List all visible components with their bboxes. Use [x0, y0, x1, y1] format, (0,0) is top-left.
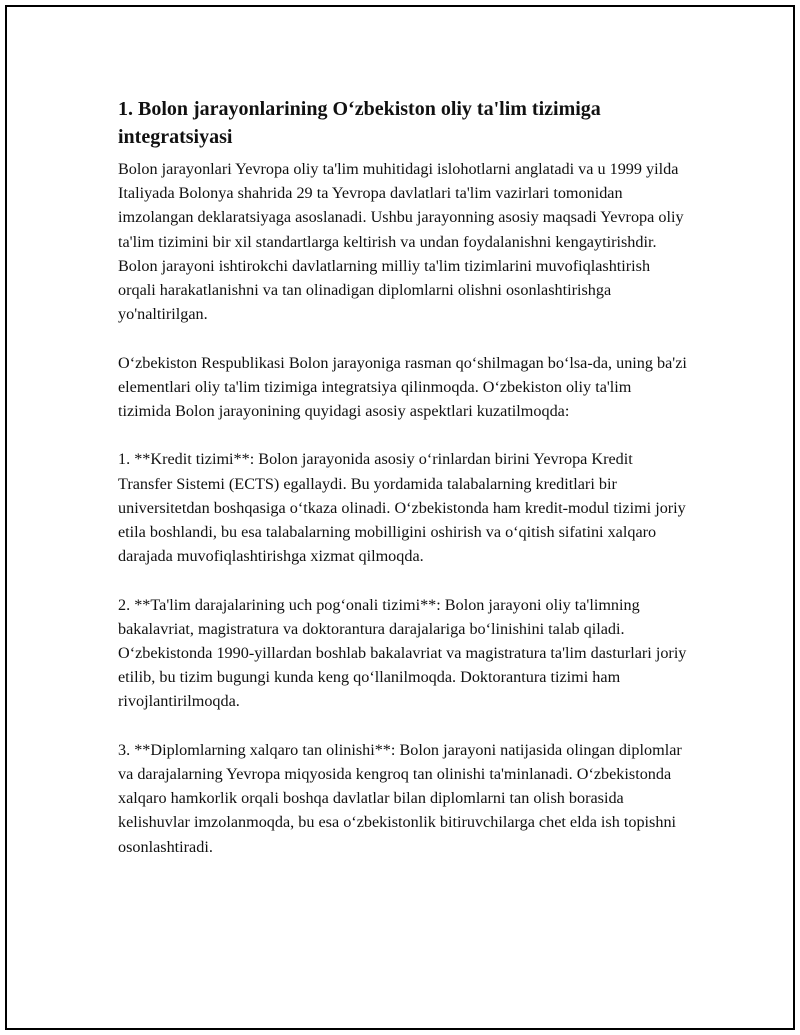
- paragraph-diploma-recognition: 3. **Diplomlarning xalqaro tan olinishi**: Bolon jarayoni natijasida olingan diplomlar va darajalarning Yevropa miqyosida kengroq tan olinishi ta'minlanadi. O‘zbekistonda xalqaro hamkorlik orqali boshqa davlatlar bilan diplomlarni tan olish borasida kelishuvlar imzolanmoqda, bu esa o‘zbekistonlik bitiruvchilarga chet elda ish topishni osonlashtiradi.: [118, 740, 682, 856]
- paragraph-uzbekistan: O‘zbekiston Respublikasi Bolon jarayoniga rasman qo‘shilmagan bo‘lsa-da, uning ba'zi elementlari oliy ta'lim tizimiga integratsiya qilinmoqda. O‘zbekiston oliy ta'lim tizimida Bolon jarayonining quyidagi asosiy aspektlari kuzatilmoqda:: [118, 353, 687, 421]
- paragraph-intro: Bolon jarayonlari Yevropa oliy ta'lim muhitidagi islohotlarni anglatadi va u 1999 yilda Italiyada Bolonya shahrida 29 ta Yevropa davlatlari ta'lim vazirlari tomonidan imzolangan deklaratsiyaga asoslanadi. Ushbu jarayonning asosiy maqsadi Yevropa oliy ta'lim tizimini bir xil standartlarga keltirish va undan foydalanishni kengaytirishdir. Bolon jarayoni ishtirokchi davlatlarning milliy ta'lim tizimlarini muvofiqlashtirish orqali harakatlanishni va tan olinadigan diplomlarni olishni osonlashtirishga yo'naltirilgan.: [118, 160, 684, 324]
- paragraph-credit-system: 1. **Kredit tizimi**: Bolon jarayonida asosiy o‘rinlardan birini Yevropa Kredit Transfer Sistemi (ECTS) egallaydi. Bu yordamida talabalarning kreditlari bir universitetdan boshqasiga o‘tkaza olinadi. O‘zbekistonda ham kredit-modul tizimi joriy etila boshlandi, bu esa talabalarning mobilligini oshirish va o‘qitish sifatini xalqaro darajada muvofiqlashtirishga xizmat qilmoqda.: [118, 450, 686, 566]
- paragraph-degree-levels: 2. **Ta'lim darajalarining uch pog‘onali tizimi**: Bolon jarayoni oliy ta'limning bakalavriat, magistratura va doktorantura darajalariga bo‘linishini talab qiladi. O‘zbekistonda 1990-yillardan boshlab bakalavriat va magistratura ta'lim dasturlari joriy etilib, bu tizim bugungi kunda keng qo‘llanilmoqda. Doktorantura tizimi ham rivojlantirilmoqda.: [118, 595, 687, 711]
- section-heading: 1. Bolon jarayonlarining O‘zbekiston oliy ta'lim tizimiga integratsiyasi: [118, 98, 601, 148]
- document-body: [118, 95, 688, 883]
